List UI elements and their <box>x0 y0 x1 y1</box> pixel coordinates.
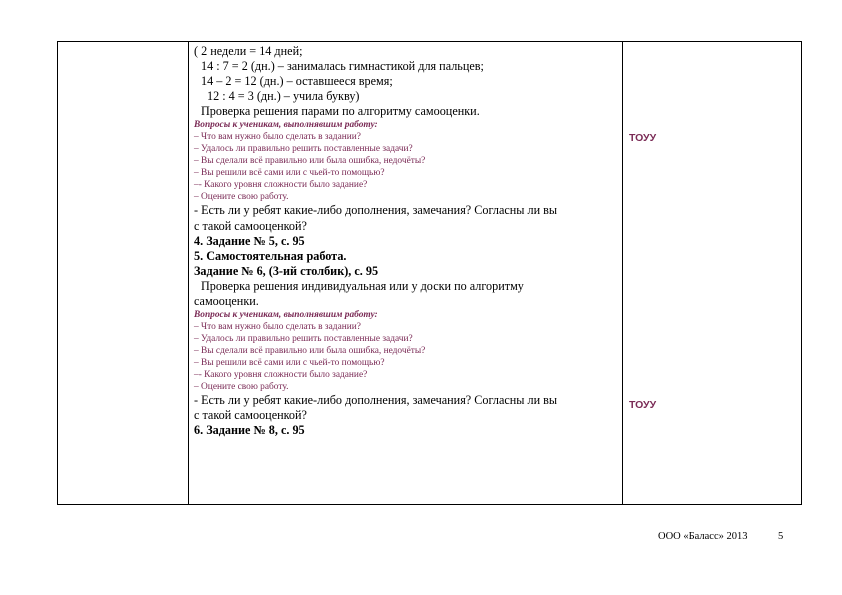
calc-line: 14 : 7 = 2 (дн.) – занималась гимнастикой для пальцев; <box>201 59 484 74</box>
question-item: – Вы решили всё сами или с чьей-то помощью? <box>194 168 385 179</box>
table-row <box>58 42 802 505</box>
additions-line: с такой самооценкой? <box>194 408 307 423</box>
question-item: – Что вам нужно было сделать в задании? <box>194 132 361 143</box>
question-item: – Оцените свою работу. <box>194 382 289 393</box>
calc-line: 12 : 4 = 3 (дн.) – учила букву) <box>207 89 360 104</box>
check-instruction: Проверка решения парами по алгоритму самооценки. <box>201 104 480 119</box>
calc-line: ( 2 недели = 14 дней; <box>194 44 303 58</box>
questions-title: Вопросы к ученикам, выполнявшим работу: <box>194 310 378 321</box>
content-cell <box>189 42 623 505</box>
section-heading: 5. Самостоятельная работа. <box>194 248 347 263</box>
question-item: – Оцените свою работу. <box>194 192 289 203</box>
question-item: –- Какого уровня сложности было задание? <box>194 180 368 191</box>
page-number: 5 <box>778 531 784 542</box>
task-heading: 4. Задание № 5, с. 95 <box>194 233 305 248</box>
question-item: –- Какого уровня сложности было задание? <box>194 370 368 381</box>
question-item: – Вы решили всё сами или с чьей-то помощью? <box>194 358 385 369</box>
additions-line: - Есть ли у ребят какие-либо дополнения, замечания? Согласны ли вы <box>194 203 558 218</box>
calc-line: 14 – 2 = 12 (дн.) – оставшееся время; <box>201 74 393 89</box>
question-item: – Удалось ли правильно решить поставленные задачи? <box>194 144 413 155</box>
additions-line: - Есть ли у ребят какие-либо дополнения, замечания? Согласны ли вы <box>194 393 558 408</box>
notes-label: ТОУУ <box>629 132 657 144</box>
question-item: – Что вам нужно было сделать в задании? <box>194 322 361 333</box>
additions-line: с такой самооценкой? <box>194 218 307 233</box>
check-instruction: самооценки. <box>194 294 259 309</box>
check-instruction: Проверка решения индивидуальная или у доски по алгоритму <box>201 278 524 293</box>
question-item: – Вы сделали всё правильно или была ошибка, недочёты? <box>194 346 426 357</box>
notes-cell <box>623 42 802 505</box>
questions-title: Вопросы к ученикам, выполнявшим работу: <box>194 120 378 131</box>
notes-label: ТОУУ <box>629 399 657 411</box>
lesson-table <box>57 41 802 505</box>
footer-organization: ООО «Баласс» 2013 <box>658 531 748 542</box>
task-heading: 6. Задание № 8, с. 95 <box>194 423 305 438</box>
stage-cell <box>58 42 189 505</box>
task-heading: Задание № 6, (3-ий столбик), с. 95 <box>194 263 379 278</box>
question-item: – Удалось ли правильно решить поставленные задачи? <box>194 334 413 345</box>
question-item: – Вы сделали всё правильно или была ошибка, недочёты? <box>194 156 426 167</box>
